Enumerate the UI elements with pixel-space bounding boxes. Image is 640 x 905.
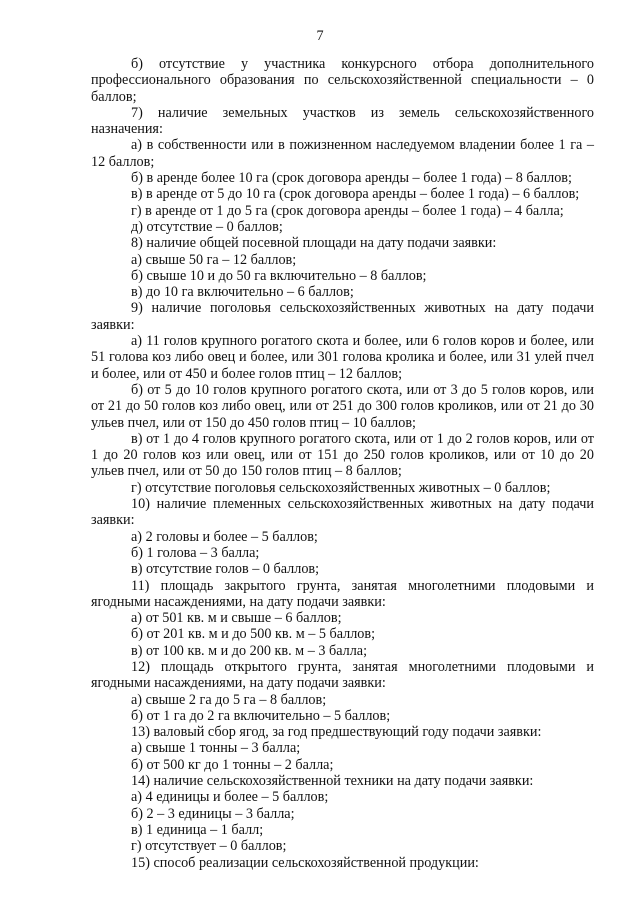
paragraph: 12) площадь открытого грунта, занятая многолетними плодовыми и ягодными насаждениями, на дату подачи заявки: [91, 658, 594, 692]
paragraph: б) в аренде более 10 га (срок договора аренды – более 1 года) – 8 баллов; [131, 170, 572, 187]
paragraph: в) в аренде от 5 до 10 га (срок договора аренды – более 1 года) – 6 баллов; [131, 186, 580, 203]
paragraph: 9) наличие поголовья сельскохозяйственных животных на дату подачи заявки: [91, 300, 594, 333]
paragraph: 10) наличие племенных сельскохозяйственных животных на дату подачи заявки: [91, 496, 594, 529]
paragraph: в) от 100 кв. м и до 200 кв. м – 3 балла; [131, 642, 368, 659]
paragraph: в) отсутствие голов – 0 баллов; [131, 561, 320, 578]
paragraph: 13) валовый сбор ягод, за год предшествующий году подачи заявки: [131, 724, 542, 741]
paragraph: в) 1 единица – 1 балл; [131, 821, 264, 838]
paragraph: а) свыше 1 тонны – 3 балла; [131, 740, 301, 757]
paragraph: б) от 201 кв. м и до 500 кв. м – 5 баллов; [131, 626, 376, 643]
document-body [91, 56, 594, 871]
paragraph: а) 4 единицы и более – 5 баллов; [131, 789, 329, 806]
paragraph: б) от 500 кг до 1 тонны – 2 балла; [131, 756, 334, 773]
paragraph: г) в аренде от 1 до 5 га (срок договора аренды – более 1 года) – 4 балла; [131, 202, 564, 219]
paragraph: а) от 501 кв. м и свыше – 6 баллов; [131, 610, 342, 627]
paragraph: а) свыше 50 га – 12 баллов; [131, 251, 297, 268]
paragraph: б) от 5 до 10 голов крупного рогатого скота, или от 3 до 5 голов коров, или от 21 до 50 голов коз либо овец, или от 251 до 300 голов кроликов, или от 21 до 30 ульев пчел, или от 150 до 450 голов птиц – 10 баллов; [91, 381, 594, 431]
paragraph: б) свыше 10 и до 50 га включительно – 8 баллов; [131, 267, 427, 284]
paragraph: 15) способ реализации сельскохозяйственной продукции: [131, 854, 479, 871]
paragraph: в) до 10 га включительно – 6 баллов; [131, 284, 354, 301]
paragraph: 8) наличие общей посевной площади на дату подачи заявки: [131, 235, 497, 252]
paragraph: г) отсутствие поголовья сельскохозяйственных животных – 0 баллов; [131, 479, 551, 496]
paragraph: г) отсутствует – 0 баллов; [131, 838, 287, 855]
paragraph: б) отсутствие у участника конкурсного отбора дополнительного профессионального образования по сельскохозяйственной специальности – 0 баллов; [91, 56, 594, 105]
paragraph: в) от 1 до 4 голов крупного рогатого скота, или от 1 до 2 голов коров, или от 1 до 20 голов коз или овец, или от 151 до 250 голов кроликов, или от 10 до 20 ульев пчел, или от 50 до 150 голов птиц – 8 баллов; [91, 430, 594, 480]
paragraph: б) 2 – 3 единицы – 3 балла; [131, 805, 295, 822]
paragraph: а) 2 головы и более – 5 баллов; [131, 528, 318, 545]
paragraph: а) 11 голов крупного рогатого скота и более, или 6 голов коров и более, или 51 голова коз либо овец и более, или 301 голова кролика и более, или 31 улей пчел и более, или от 450 и более голов птиц – 12 баллов; [91, 333, 594, 382]
paragraph: б) от 1 га до 2 га включительно – 5 баллов; [131, 707, 391, 724]
paragraph: 7) наличие земельных участков из земель сельскохозяйственного назначения: [91, 104, 594, 138]
paragraph: б) 1 голова – 3 балла; [131, 544, 260, 561]
paragraph: а) в собственности или в пожизненном наследуемом владении более 1 га – 12 баллов; [91, 137, 594, 170]
paragraph: д) отсутствие – 0 баллов; [131, 218, 283, 235]
paragraph: 11) площадь закрытого грунта, занятая многолетними плодовыми и ягодными насаждениями, на дату подачи заявки: [91, 577, 594, 610]
paragraph: а) свыше 2 га до 5 га – 8 баллов; [131, 691, 327, 708]
page-number: 7 [316, 28, 324, 44]
paragraph: 14) наличие сельскохозяйственной техники на дату подачи заявки: [131, 773, 534, 790]
